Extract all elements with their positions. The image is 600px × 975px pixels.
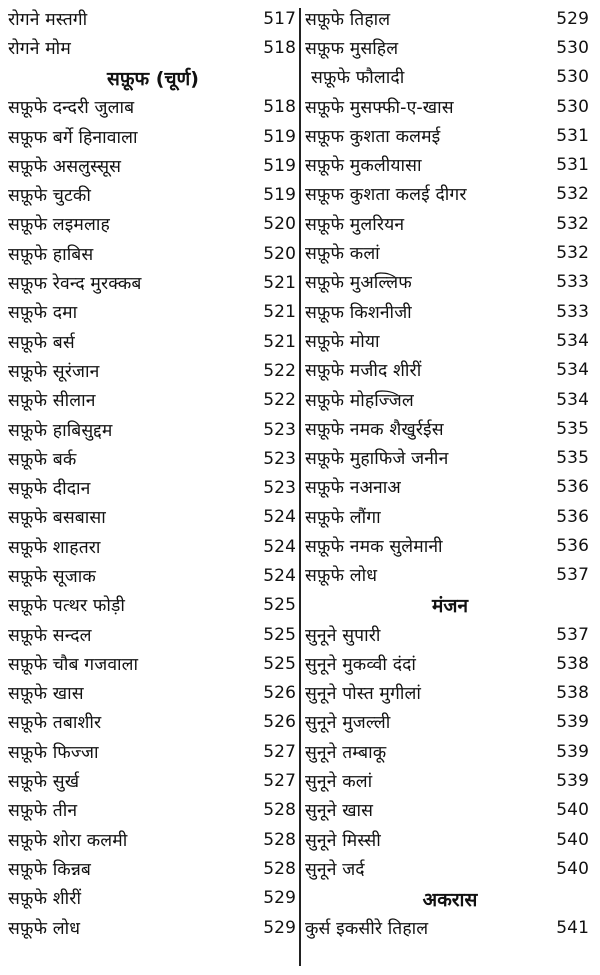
entry-page-number: 539: [556, 741, 589, 762]
entry-page-number: 540: [556, 858, 589, 879]
index-entry: [305, 531, 595, 560]
entry-page-number: 537: [556, 624, 589, 645]
entry-page-number: 525: [263, 624, 296, 645]
entry-title: सुनूने पोस्त मुगीलां: [305, 684, 421, 705]
entry-page-number: 538: [556, 683, 589, 704]
entry-title: कुर्स इकसीरे तिहाल: [305, 919, 429, 940]
entry-page-number: 541: [556, 918, 589, 939]
index-entry: [8, 503, 298, 532]
right-column: [305, 4, 595, 943]
entry-page-number: 530: [556, 37, 589, 58]
entry-title: सुनूने कलां: [305, 772, 373, 793]
entry-title: सफ़ूफे बर्क: [8, 449, 77, 470]
entry-title: सफ़ूफे किन्नब: [8, 859, 92, 880]
entry-page-number: 524: [263, 507, 296, 528]
entry-title: सफ़ूफे तिहाल: [305, 9, 391, 30]
entry-title: सफ़ूफे हाबिसुद्दम: [8, 420, 113, 441]
index-entry: [305, 679, 595, 708]
index-entry: [305, 385, 595, 414]
entry-page-number: 517: [263, 8, 296, 29]
entry-title: सफ़ूफे कलां: [305, 244, 380, 265]
entry-title: सफ़ूफे शोरा कलमी: [8, 830, 128, 851]
entry-page-number: 523: [263, 419, 296, 440]
column-divider: [299, 8, 301, 966]
index-entry: [305, 708, 595, 737]
index-entry: [305, 473, 595, 502]
index-entry: [305, 561, 595, 590]
entry-page-number: 527: [263, 771, 296, 792]
entry-title: रोगने मोम: [8, 38, 71, 59]
index-entry: [8, 854, 298, 883]
entry-title: सफ़ूफे पत्थर फोड़ी: [8, 596, 125, 617]
index-entry: [8, 180, 298, 209]
index-entry: [305, 268, 595, 297]
entry-title: सफ़ूफे लोध: [8, 918, 81, 939]
entry-page-number: 529: [556, 8, 589, 29]
entry-page-number: 540: [556, 829, 589, 850]
index-entry: [8, 33, 298, 62]
index-entry: [305, 649, 595, 678]
entry-title: सफ़ूफे सूरंजान: [8, 361, 100, 382]
entry-page-number: 533: [556, 272, 589, 293]
section-heading: सफ़ूफ (चूर्ण): [107, 67, 199, 90]
entry-page-number: 518: [263, 37, 296, 58]
entry-page-number: 535: [556, 448, 589, 469]
entry-page-number: 519: [263, 155, 296, 176]
entry-title: सुनूने मुकव्वी दंदां: [305, 654, 417, 675]
index-entry: [8, 327, 298, 356]
entry-page-number: 539: [556, 712, 589, 733]
index-entry: [8, 93, 298, 122]
index-entry: [305, 443, 595, 472]
index-entry: [305, 63, 595, 92]
index-entry: [305, 180, 595, 209]
index-entry: [8, 796, 298, 825]
entry-page-number: 521: [263, 302, 296, 323]
entry-page-number: 536: [556, 506, 589, 527]
entry-page-number: 532: [556, 213, 589, 234]
index-entry: [305, 914, 595, 943]
entry-page-number: 536: [556, 535, 589, 556]
entry-page-number: 534: [556, 360, 589, 381]
index-entry: [305, 620, 595, 649]
index-entry: [8, 679, 298, 708]
entry-title: सफ़ूफे सूजाक: [8, 566, 96, 587]
section-heading: मंजन: [431, 594, 468, 617]
index-entry: [8, 473, 298, 502]
entry-page-number: 526: [263, 683, 296, 704]
index-entry: [305, 209, 595, 238]
index-entry: [8, 708, 298, 737]
index-entry: [305, 238, 595, 267]
entry-title: सुनूने खास: [305, 801, 374, 822]
index-entry: [8, 386, 298, 415]
entry-title: सफ़ूफे चौब गजवाला: [8, 654, 139, 675]
entry-page-number: 524: [263, 536, 296, 557]
entry-title: सुनूने तम्बाकू: [305, 742, 387, 763]
entry-page-number: 528: [263, 800, 296, 821]
entry-title: सफ़ूफे सन्दल: [8, 625, 92, 646]
index-entry: [305, 502, 595, 531]
entry-page-number: 529: [263, 917, 296, 938]
entry-page-number: 540: [556, 800, 589, 821]
entry-page-number: 525: [263, 653, 296, 674]
entry-title: सफ़ूफे फौलादी: [311, 68, 405, 89]
index-entry: [8, 151, 298, 180]
index-entry: [8, 444, 298, 473]
entry-title: सफ़ूफ कुशता कलमई: [305, 126, 441, 147]
entry-page-number: 523: [263, 448, 296, 469]
entry-title: सफ़ूफे दीदान: [8, 479, 91, 500]
index-entry: [305, 414, 595, 443]
index-entry: [305, 737, 595, 766]
entry-title: सफ़ूफे सीलान: [8, 391, 96, 412]
entry-title: सफ़ूफे बर्स: [8, 332, 75, 353]
entry-title: सफ़ूफे सुर्ख: [8, 772, 80, 793]
entry-page-number: 525: [263, 595, 296, 616]
index-entry: [8, 825, 298, 854]
index-entry: [305, 326, 595, 355]
index-entry: [8, 913, 298, 942]
index-entry: [8, 737, 298, 766]
entry-page-number: 531: [556, 125, 589, 146]
entry-page-number: 531: [556, 155, 589, 176]
entry-title: सफ़ूफे मुसफ्फी-ए-खास: [305, 97, 454, 118]
entry-page-number: 529: [263, 888, 296, 909]
entry-page-number: 538: [556, 653, 589, 674]
index-entry: [305, 297, 595, 326]
index-entry: [305, 854, 595, 883]
entry-page-number: 522: [263, 390, 296, 411]
entry-page-number: 527: [263, 741, 296, 762]
entry-page-number: 534: [556, 389, 589, 410]
entry-title: सफ़ूफे चुटकी: [8, 186, 91, 207]
index-entry: [8, 766, 298, 795]
index-entry: [305, 92, 595, 121]
entry-title: सफ़ूफे लौंगा: [305, 507, 381, 528]
entry-page-number: 534: [556, 330, 589, 351]
entry-page-number: 539: [556, 771, 589, 792]
index-entry: [305, 825, 595, 854]
entry-title: रोगने मस्तगी: [8, 9, 88, 30]
entry-title: सफ़ूफे बसबासा: [8, 508, 106, 529]
entry-title: सफ़ूफे शाहतरा: [8, 537, 101, 558]
index-entry: [8, 4, 298, 33]
entry-page-number: 535: [556, 418, 589, 439]
entry-title: सफ़ूफे नमक शैखुर्रईस: [305, 419, 444, 440]
entry-title: सफ़ूफे दन्दरी जुलाब: [8, 98, 135, 119]
index-entry: [8, 415, 298, 444]
index-entry: [305, 796, 595, 825]
section-heading: अकरास: [422, 888, 478, 911]
entry-title: सफ़ूफे नअनाअ: [305, 478, 401, 499]
index-entry: [305, 121, 595, 150]
entry-title: सफ़ूफे फिज्जा: [8, 742, 99, 763]
entry-title: सफ़ूफे हाबिस: [8, 244, 94, 265]
index-entry: [8, 649, 298, 678]
left-column: [8, 4, 298, 942]
index-entry: [305, 150, 595, 179]
entry-page-number: 518: [263, 97, 296, 118]
entry-title: सफ़ूफे मुअल्लिफ: [305, 273, 412, 294]
entry-title: सफ़ूफ बर्गे हिनावाला: [8, 127, 138, 148]
entry-page-number: 528: [263, 858, 296, 879]
entry-page-number: 532: [556, 184, 589, 205]
index-entry: [8, 532, 298, 561]
entry-page-number: 526: [263, 712, 296, 733]
entry-title: सफ़ूफे असलुस्सूस: [8, 156, 122, 177]
index-entry: [8, 884, 298, 913]
entry-title: सफ़ूफे दमा: [8, 303, 78, 324]
entry-title: सफ़ूफे तबाशीर: [8, 713, 102, 734]
index-entry: [305, 766, 595, 795]
index-entry: [8, 268, 298, 297]
entry-title: सुनूने जर्द: [305, 859, 365, 880]
entry-title: सुनूने मिस्सी: [305, 830, 381, 851]
entry-title: सफ़ूफे खास: [8, 684, 84, 705]
index-entry: [305, 33, 595, 62]
entry-title: सुनूने सुपारी: [305, 625, 381, 646]
index-entry: [305, 4, 595, 33]
entry-page-number: 521: [263, 331, 296, 352]
entry-title: सफ़ूफे मुहाफिजे जनीन: [305, 449, 449, 470]
entry-title: सफ़ूफे लइमलाह: [8, 215, 110, 236]
entry-page-number: 519: [263, 126, 296, 147]
entry-page-number: 524: [263, 565, 296, 586]
entry-title: सफ़ूफ कुशता कलई दीगर: [305, 185, 467, 206]
entry-title: सफ़ूफे लोध: [305, 566, 378, 587]
entry-page-number: 536: [556, 477, 589, 498]
entry-title: सफ़ूफे मुकलीयासा: [305, 156, 422, 177]
entry-page-number: 520: [263, 243, 296, 264]
entry-page-number: 530: [556, 67, 589, 88]
entry-title: सफ़ूफ किशनीजी: [305, 302, 412, 323]
entry-title: सफ़ूफे मुलरियन: [305, 214, 405, 235]
index-entry: [8, 561, 298, 590]
index-entry: [8, 620, 298, 649]
entry-title: सफ़ूफे मोया: [305, 331, 380, 352]
index-entry: [8, 356, 298, 385]
index-entry: [8, 591, 298, 620]
index-entry: [8, 210, 298, 239]
index-entry: [8, 298, 298, 327]
entry-page-number: 522: [263, 360, 296, 381]
entry-title: सफ़ूफे शीरीं: [8, 889, 82, 910]
entry-title: सुनूने मुजल्ली: [305, 713, 391, 734]
entry-page-number: 523: [263, 478, 296, 499]
entry-page-number: 520: [263, 214, 296, 235]
entry-page-number: 528: [263, 829, 296, 850]
entry-title: सफ़ूफे मोहज्जिल: [305, 390, 414, 411]
entry-title: सफ़ूफ मुसहिल: [305, 38, 399, 59]
entry-title: सफ़ूफ रेवन्द मुरक्कब: [8, 274, 142, 295]
entry-page-number: 532: [556, 243, 589, 264]
entry-page-number: 530: [556, 96, 589, 117]
entry-title: सफ़ूफे तीन: [8, 801, 78, 822]
entry-page-number: 521: [263, 273, 296, 294]
index-entry: [8, 122, 298, 151]
entry-title: सफ़ूफे नमक सुलेमानी: [305, 536, 443, 557]
index-entry: [305, 356, 595, 385]
entry-title: सफ़ूफे मजीद शीरीं: [305, 361, 422, 382]
entry-page-number: 533: [556, 301, 589, 322]
entry-page-number: 537: [556, 565, 589, 586]
entry-page-number: 519: [263, 185, 296, 206]
index-entry: [8, 239, 298, 268]
